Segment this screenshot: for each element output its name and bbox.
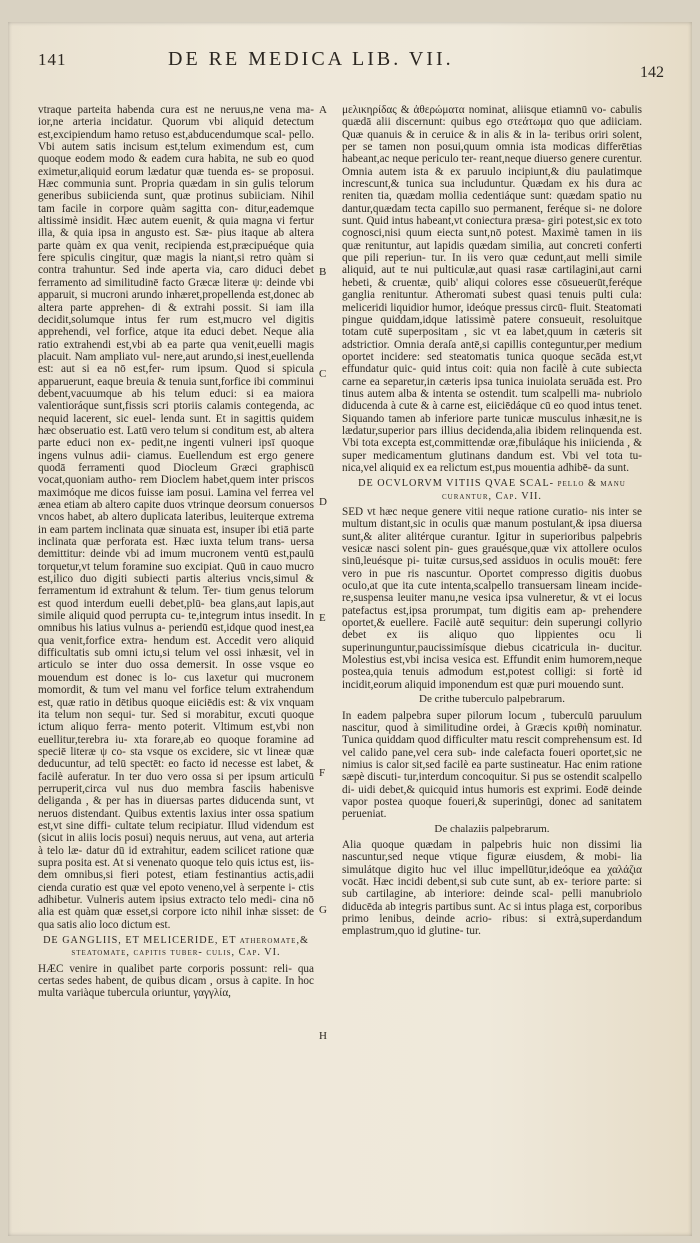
margin-letter-b: B <box>319 266 327 278</box>
margin-letter-f: F <box>319 767 326 779</box>
margin-letter-a: A <box>319 104 327 116</box>
folio-right: 142 <box>640 64 664 81</box>
right-column <box>342 104 642 940</box>
margin-letter-e: E <box>319 612 326 624</box>
page-header <box>38 48 664 81</box>
book-page <box>8 22 692 1236</box>
margin-letter-c: C <box>319 368 327 380</box>
right-section1-title: DE OCVLORVM VITIIS QVAE SCAL- pello & manu curantur, Cap. VII. <box>358 478 626 502</box>
left-section-title: DE GANGLIIS, ET MELICERIDE, ET atheromate,& steatomate, capitis tuber- culis, Cap. VI. <box>43 935 309 959</box>
margin-letter-g: G <box>319 904 327 916</box>
left-column <box>38 104 314 1002</box>
right-section1-text: SED vt hæc neque genere vitii neque ratione curatio- nis inter se multum distant,sic in oculis quæ manum postulant,& ipsa diuersa sunt,& aliter alitérque curantur. Igitur in superioribus palpebris vesicæ nasci solent pin- gues grauésque,quæ vix attollere oculos sinū,leuésque pi- tuitæ cursus,sed assiduos in oculis mouēt: fere vero in pue ris nascuntur. Oportet compresso digitis duobus oculo,at que ita cute intenta,scalpello transuersam lineam incide- re,suspensa leuiter manu,ne vesica ipsa vulneretur, & vt ei locus patefactus est,ipsa prorumpat, tum digitis eam ap- prehendere oportet,& euellere. Facilè autē sequitur: dein superungi collyrio debet ex iis aliquo quo lippientes ocu li superinunguntur,paucissimísque diebus cicatricula in- ducitur. Molestius est,vbi incisa vesica est. Effundit enim humorem,neque postea,quia tenuis admodum est,potest colligi: si fortè id incidit,eorum aliquid imponendum est quæ puri mouendo sunt. <box>342 506 642 691</box>
right-section3-text: Alia quoque quædam in palpebris huic non dissimi lia nascuntur,sed neque vtique figuræ eiusdem, & mobi- lia simulátque digito huc vel illuc impellūtur,ideóque ea χαλάζια vocāt. Hæc incidi debent,si sub cute sunt, ab ex- teriore parte: si sub cartilagine, ab interiore: deinde scal- pelli manubriolo diducēda ab integris partibus sunt. Ac si intus plaga est, corporibus primo lenibus, deinde acrio- ribus: si extrà,superdandum emplastrum,quo id glutine- tur. <box>342 838 642 938</box>
left-main-text: vtraque parteita habenda cura est ne neruus,ne vena ma- ior,ne arteria incidatur. Quorum vbi aliquid detectum est,excipiendum hamo retuso est,abducendumque scal- pello. Vbi autem satis incisum est,telum eximendum est, cum quoque eodem modo & eadem cura habita, ne sub eo quod eximetur,aliquid eorum lædatur quæ tuenda es- se proposui. Hæc communia sunt. Propria quædam in sin gulis telorum generibus subiicienda sunt, quæ protinus subiiciam. Nihil tam facile in corpore quàm sagitta con- ditur,eademque altissimè insidit. Hæc autem euenit, & quia magna vi fertur illa, & quia ipsa in angusto est. Sæ- pius itaque ab altera parte quàm ex qua venit, recipienda est,præcipuéque quia fere spiculis cingitur, quæ magis la niant,si retro quàm si contra trahuntur. Sed inde aperta via, caro diduci debet ferramento ad similitudinē facto Græcæ literæ ψ: deinde vbi apparuit, si mucroni arundo inhæret,propellenda est,donec ab altera parte apprehen- di & extrahi possit. Si iam illa decidit,solumque intus fer rum est,mucro vel digitis apprehendi, vel forfice, atque ita educi debet. Neque alia ratio extrahendi est,vbi ab ea parte qua venit,euelli magis placuit. Nam ampliato vul- nere,aut arundo,si inest,euellenda est: aut si ea nō est,fer- rum ipsum. Quod si spicula apparuerunt, eaque breuia & tenuia sunt,forfice ibi comminui debent,vacuumque ab his telum educi: si ea maiora valentioráque sunt,fissis scri ptoriis calamis contegenda, ac nequid lacerent, sic euel- lenda sunt. Et in sagittis quidem hæc obseruatio est. Latū vero telum si conditum est, ab altera parte educi non ex- pedit,ne ingenti vulneri ipsī quoque ingens vulnus adii- ciamus. Euellendum est ergo genere quodā ferramenti quod Diocleum Græci graphiscū vocat,quoniam autho- rem Dioclem habet,quem inter priscos maximóque me dicos fuisse iam posui. Lamina vel ferrea vel ænea etiam ab altero capite duos vtrinque deorsum conuersos vncos habet, ab altero duplicata lateribus, leuiterque extrema in eam partem inclinata quæ sinuata est, insuper ibi etiā parte inclinata quæ perforata est. Hæc iuxta telum trans- uersa demittitur: deinde vbi ad imum mucronem ventū est,paulū torquetur,vt telum foramine suo excipiat. Quū in cauo mucro est,ilico duo digiti subiecti partis alterius vncis,simul & ferramentum id extrahunt & telum. Ter- tium genus telorum est quod interdum euelli debet,plū- bea glans,aut lapis,aut simile aliquid quod perrupta cu- te,integrum intus insedit. In omnibus his latius vulnus a- periendū est,idque quod inest,ea qua venit,forfice extra- hendum est. Accedit vero aliquid difficultatis sub omni ictu,si telum vel ossi inhæsit, vel in articulo se inter duo ossa demersit. In osse vsque eo mouendum est donec is lo- cus laxetur qui mucronem momordit, & tum vel manu vel forfice telum extrahendum est, quæ ratio in dētibus quoque eiiciēdis est: & vix vnquam ita telum non sequi- tur. Sed si morabitur, excuti quoque ictum aliquo ferra- mento poterit. Vltimum est,vbi non euellitur,terebra iu- xta forare,ab eo quoque foramine ad speciē literæ ψ co- sta vsque os excidere, sic vt lineæ quæ deducuntur, ad telū spectēt: eo facto id necesse est labet, & facilè auferatur. In ter duo vero ossa si per ipsum articulū perruperit,circa vul nus duo membra fasciis habenisve deliganda , & per has in diuersas partes diducenda sunt, vt neruos distendant. Quibus extentis laxius inter ossa spatium est,vt sine diffi- cultate telum recipiatur. Illud videndum est (sicut in aliis locis posui) nequis neruus, aut vena, aut arteria à telo læ- datur dū id extrahitur, eadem scilicet ratione quæ supra posita est. At si venenato quoque telo quis ictus est, iis- dem omnibus,si fieri potest, etiam festinantius actis,adii cienda curatio est quæ vel epoto veneno,vel à serpente i- ctis adhibetur. Vulneris autem ipsius extracto telo medi- cina nō alia est quàm quæ esset,si corpore icto nihil inhæ sisset: de qua satis alio loco dictum est. <box>38 104 314 931</box>
margin-letter-h: H <box>319 1030 327 1042</box>
right-main-text: μελικηρίδας & ἀθερώματα nominat, aliisque etiamnū vo- cabulis quædā alii discernunt: quibus ego στεάτωμα quo que adiiciam. Quæ quanuis & in ceruice & in alis & in la- teribus oriri solent, per se tamen non posui,quum omnia ista modicas differētias habeant,ac neque periculo ter- reant,neque diuerso genere curentur. Omnia autem ista & ex paruulo incipiunt,& diu paulatimque increscunt,& tunica sua includuntur. Quædam ex his dura ac reniten tia, quædam mollia cedentiáque sunt: quædam spatio nu dantur,quædam tecta capillo suo permanent, feréque si- ne dolore sunt. Quid intus habeant,vt coniectura præsa- giri potest,sic ex toto cognosci,nisi quum eiecta sunt,nō potest. Maximè tamen in iis quæ renituntur, aut lapidis quædam similia, aut concreti conferti que pili reperiun- tur. In iis vero quæ cedunt,aut melli simile aliquid, aut te nui pulticulæ,aut quasi rasæ cartilagini,aut carni hebeti, & cruentæ, quib' aliqui colores esse cōsueuerūt,feréque ganglia renituntur. Atheromati subest quasi tenuis pulti cula: meliceridi liquidior humor, ideóque pressus circū- fluit. Steatomati pingue quiddam,idque latissimè patere consueuit, resoluitque totam cutē superpositam , sic vt ea labet,quum in cæteris sit adstrictior. Omnia deraſa antē,si capillis conteguntur,per medium oportet incidere: sed steatomatis tunica quoque secāda est,vt effundatur quic- quid intus coit: quia non facilè à cute subiecta carne ea separetur,in cæteris ipsa tunica inuiolata seruāda est. Pro tinus autem alba & intenta se ostendit. tum scalpelli ma- nubriolo diducenda à cute & à carne est, eiiciēdáque cū eo quod intus tenet. Siquando tamen ab inferiore parte tunicæ musculus inhæsit,ne is lædatur,superior pars illius decidenda,alia ibidem relinquenda est. Vbi tota excepta est,committendæ oræ,fibuláque his iniicienda , & super medicamentum glutinans dandum est. Vbi vel tota tu- nica,vel aliquid ex ea relictum est,pus mouentia adhibē- da sunt. <box>342 104 642 474</box>
right-section2-title: De crithe tuberculo palpebrarum. <box>419 693 565 706</box>
folio-left: 141 <box>38 50 67 69</box>
right-section2-text: In eadem palpebra super pilorum locum , tuberculū paruulum nascitur, quod à similitudine ordei, à Græcis κριθὴ nominatur. Tunica quiddam quod difficulter matu rescit comprehensum est. Id vel calido pane,vel cera sub- inde calefacta foueri oportet,sic ne nimius is calor sit,sed facilè ea parte sustineatur. Hac enim ratione sæpè discuti- tur,interdum concoquitur. Si pus se ostendit scalpello di- uidi debet,& quicquid intus humoris est exprimi. Eodē deinde vapor postea quoque foueri,& superinūgi, donec ad sanitatem perueniat. <box>342 709 642 821</box>
margin-letter-d: D <box>319 496 327 508</box>
running-title: DE RE MEDICA LIB. VII. <box>168 48 454 70</box>
left-final-paragraph: HÆC venire in qualibet parte corporis possunt: reli- qua certas sedes habent, de quibus dicam , orsus à capite. In hoc multa variàque tubercula oriuntur, γαγγλία, <box>38 962 314 1000</box>
right-section3-title: De chalaziis palpebrarum. <box>434 822 550 835</box>
